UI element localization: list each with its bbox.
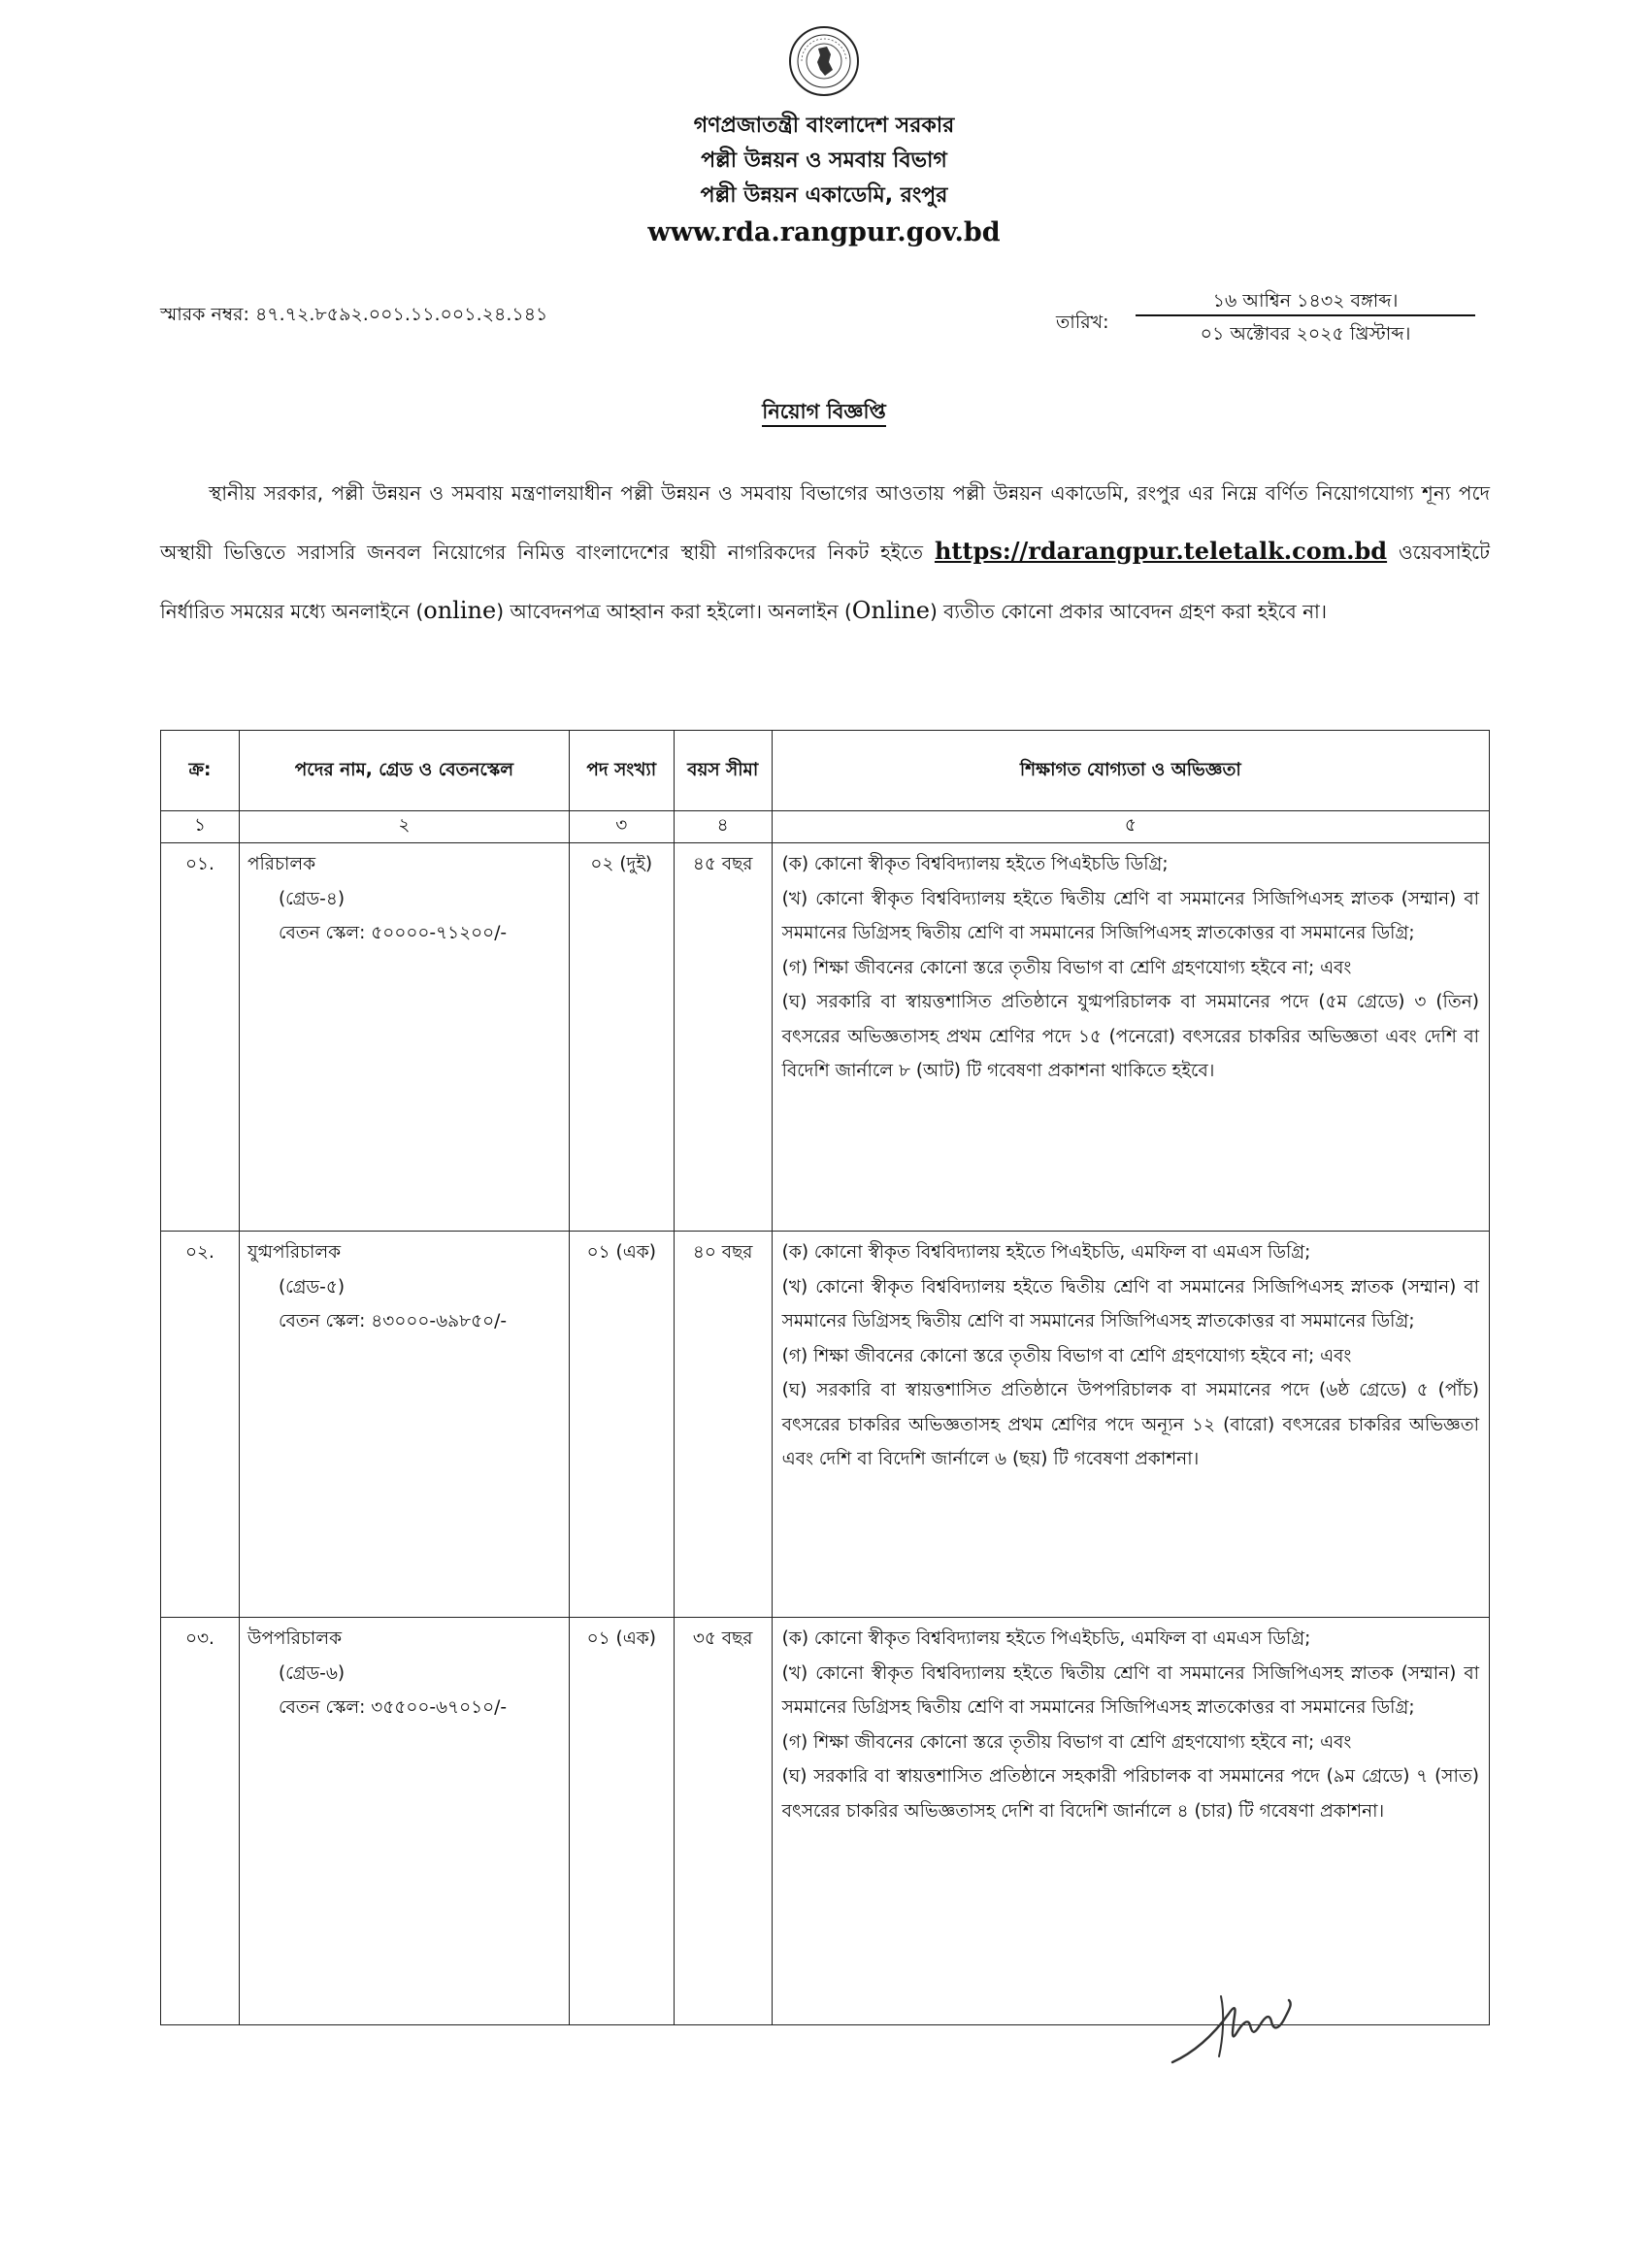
column-number-row (161, 811, 1490, 843)
row-age: ৪৫ বছর (674, 843, 772, 1232)
notice-title (0, 396, 1648, 430)
row-count: ০১ (এক) (569, 1232, 674, 1618)
row-count: ০২ (দুই) (569, 843, 674, 1232)
post-title: যুগ্মপরিচালক (247, 1242, 342, 1263)
qualification-item: (গ) শিক্ষা জীবনের কোনো স্তরে তৃতীয় বিভাগ বা শ্রেণি গ্রহণযোগ্য হইবে না; এবং (781, 957, 1352, 978)
table-row (161, 843, 1490, 1232)
header-age: বয়স সীমা (674, 731, 772, 811)
table-header-row (161, 731, 1490, 811)
memo-number: স্মারক নম্বর: ৪৭.৭২.৮৫৯২.০০১.১১.০০১.২৪.১৪১ (160, 304, 548, 325)
intro-text-4: ) ব্যতীত কোনো প্রকার আবেদন গ্রহণ করা হইবে না। (929, 600, 1327, 623)
row-serial: ০২. (161, 1232, 240, 1618)
header-division: পল্লী উন্নয়ন ও সমবায় বিভাগ (701, 148, 947, 173)
qualification-item: (ক) কোনো স্বীকৃত বিশ্ববিদ্যালয় হইতে পিএইচডি ডিগ্রি; (781, 854, 1169, 874)
vacancy-table (160, 730, 1490, 2025)
post-scale: বেতন স্কেল: ৩৫৫০০-৬৭০১০/- (278, 1697, 508, 1718)
post-grade: (গ্রেড-৪) (278, 888, 346, 909)
intro-online-2: Online (851, 597, 930, 624)
office-header (0, 109, 1648, 252)
date-divider (1136, 314, 1475, 316)
qualification-item: (খ) কোনো স্বীকৃত বিশ্ববিদ্যালয় হইতে দ্বিতীয় শ্রেণি বা সমমানের সিজিপিএসহ স্নাতক (সম্মান) বা সমমানের ডিগ্রিসহ দ্বিতীয় শ্রেণি বা সমমানের সিজিপিএসহ স্নাতকোত্তর বা সমমানের ডিগ্রি; (781, 1276, 1479, 1331)
qualification-item: (ঘ) সরকারি বা স্বায়ত্তশাসিত প্রতিষ্ঠানে উপপরিচালক বা সমমানের পদে (৬ষ্ঠ গ্রেডে) ৫ (পাঁচ) বৎসরের চাকরির অভিজ্ঞতাসহ প্রথম শ্রেণির পদে অন্যূন ১২ (বারো) বৎসরের চাকরির অভিজ্ঞতা এবং দেশি বা বিদেশি জার্নালে ৬ (ছয়) টি গবেষণা প্রকাশনা। (781, 1380, 1479, 1469)
date-label: তারিখ: (1056, 312, 1109, 333)
row-count: ০১ (এক) (569, 1618, 674, 2025)
header-serial: ক্র: (161, 731, 240, 811)
post-grade: (গ্রেড-৫) (278, 1276, 346, 1298)
header-academy: পল্লী উন্নয়ন একাডেমি, রংপুর (700, 183, 948, 208)
intro-text-1: স্থানীয় সরকার, পল্লী উন্নয়ন ও সমবায় মন্ত্রণালয়াধীন পল্লী উন্নয়ন ও সমবায় বিভাগের আওতায় পল্লী উন্নয়ন একাডেমি, রংপুর এর নিম্নে বর্ণিত নিয়োগযোগ্য শূন্য পদে অস্থায়ী ভিত্তিতে সরাসরি জনবল নিয়োগের নিমিত্ত বাংলাদেশের স্থায়ী নাগরিকদের নিকট হইতে (160, 481, 1490, 564)
row-post (239, 843, 569, 1232)
column-number: ২ (239, 811, 569, 843)
column-number: ৩ (569, 811, 674, 843)
row-post (239, 1618, 569, 2025)
header-qualification: শিক্ষাগত যোগ্যতা ও অভিজ্ঞতা (772, 731, 1489, 811)
row-age: ৪০ বছর (674, 1232, 772, 1618)
qualification-item: (ঘ) সরকারি বা স্বায়ত্তশাসিত প্রতিষ্ঠানে সহকারী পরিচালক বা সমমানের পদে (৯ম গ্রেডে) ৭ (সাত) বৎসরের চাকরির অভিজ্ঞতাসহ দেশি বা বিদেশি জার্নালে ৪ (চার) টি গবেষণা প্রকাশনা। (781, 1766, 1479, 1822)
row-post (239, 1232, 569, 1618)
qualification-item: (খ) কোনো স্বীকৃত বিশ্ববিদ্যালয় হইতে দ্বিতীয় শ্রেণি বা সমমানের সিজিপিএসহ স্নাতক (সম্মান) বা সমমানের ডিগ্রিসহ দ্বিতীয় শ্রেণি বা সমমানের সিজিপিএসহ স্নাতকোত্তর বা সমমানের ডিগ্রি; (781, 888, 1479, 943)
header-government: গণপ্রজাতন্ত্রী বাংলাদেশ সরকার (693, 114, 955, 138)
row-serial: ০৩. (161, 1618, 240, 2025)
qualification-item: (গ) শিক্ষা জীবনের কোনো স্তরে তৃতীয় বিভাগ বা শ্রেণি গ্রহণযোগ্য হইবে না; এবং (781, 1731, 1352, 1753)
bangladesh-government-seal-icon (788, 25, 860, 97)
row-qualifications (772, 1618, 1489, 2025)
row-qualifications (772, 1232, 1489, 1618)
row-qualifications (772, 843, 1489, 1232)
intro-paragraph (160, 464, 1490, 641)
date-gregorian: ০১ অক্টোবর ২০২৫ খ্রিস্টাব্দ। (1200, 323, 1411, 345)
column-number: ১ (161, 811, 240, 843)
qualification-item: (গ) শিক্ষা জীবনের কোনো স্তরে তৃতীয় বিভাগ বা শ্রেণি গ্রহণযোগ্য হইবে না; এবং (781, 1345, 1352, 1366)
qualification-item: (ক) কোনো স্বীকৃত বিশ্ববিদ্যালয় হইতে পিএইচডি, এমফিল বা এমএস ডিগ্রি; (781, 1628, 1311, 1649)
post-scale: বেতন স্কেল: ৪৩০০০-৬৯৮৫০/- (278, 1311, 508, 1331)
post-scale: বেতন স্কেল: ৫০০০০-৭১২০০/- (278, 923, 508, 943)
post-title: উপপরিচালক (247, 1628, 343, 1649)
date-bengali: ১৬ আশ্বিন ১৪৩২ বঙ্গাব্দ। (1212, 290, 1399, 312)
intro-text-2: ওয়েবসাইটে নির্ধারিত সময়ের মধ্যে অনলাইনে ( (160, 541, 1490, 623)
application-link[interactable]: https://rdarangpur.teletalk.com.bd (934, 537, 1388, 565)
qualification-item: (খ) কোনো স্বীকৃত বিশ্ববিদ্যালয় হইতে দ্বিতীয় শ্রেণি বা সমমানের সিজিপিএসহ স্নাতক (সম্মান) বা সমমানের ডিগ্রিসহ দ্বিতীয় শ্রেণি বা সমমানের সিজিপিএসহ স্নাতকোত্তর বা সমমানের ডিগ্রি; (781, 1662, 1479, 1718)
post-grade: (গ্রেড-৬) (278, 1662, 346, 1684)
column-number: ৫ (772, 811, 1489, 843)
notice-title-text: নিয়োগ বিজ্ঞপ্তি (762, 400, 886, 427)
table-row (161, 1618, 1490, 2025)
intro-online-1: online (423, 597, 497, 624)
qualification-item: (ক) কোনো স্বীকৃত বিশ্ববিদ্যালয় হইতে পিএইচডি, এমফিল বা এমএস ডিগ্রি; (781, 1242, 1311, 1263)
header-post: পদের নাম, গ্রেড ও বেতনস্কেল (239, 731, 569, 811)
row-age: ৩৫ বছর (674, 1618, 772, 2025)
column-number: ৪ (674, 811, 772, 843)
post-title: পরিচালক (247, 854, 316, 874)
header-count: পদ সংখ্যা (569, 731, 674, 811)
handwritten-signature-icon (1165, 1975, 1310, 2082)
table-row (161, 1232, 1490, 1618)
row-serial: ০১. (161, 843, 240, 1232)
intro-text-3: ) আবেদনপত্র আহ্বান করা হইলো। অনলাইন ( (496, 600, 852, 623)
header-website: www.rda.rangpur.gov.bd (647, 217, 1001, 247)
qualification-item: (ঘ) সরকারি বা স্বায়ত্তশাসিত প্রতিষ্ঠানে যুগ্মপরিচালক বা সমমানের পদে (৫ম গ্রেডে) ৩ (তিন) বৎসরের অভিজ্ঞতাসহ প্রথম শ্রেণির পদে ১৫ (পনেরো) বৎসরের চাকরির অভিজ্ঞতা এবং দেশি বা বিদেশি জার্নালে ৮ (আট) টি গবেষণা প্রকাশনা থাকিতে হইবে। (781, 992, 1479, 1081)
